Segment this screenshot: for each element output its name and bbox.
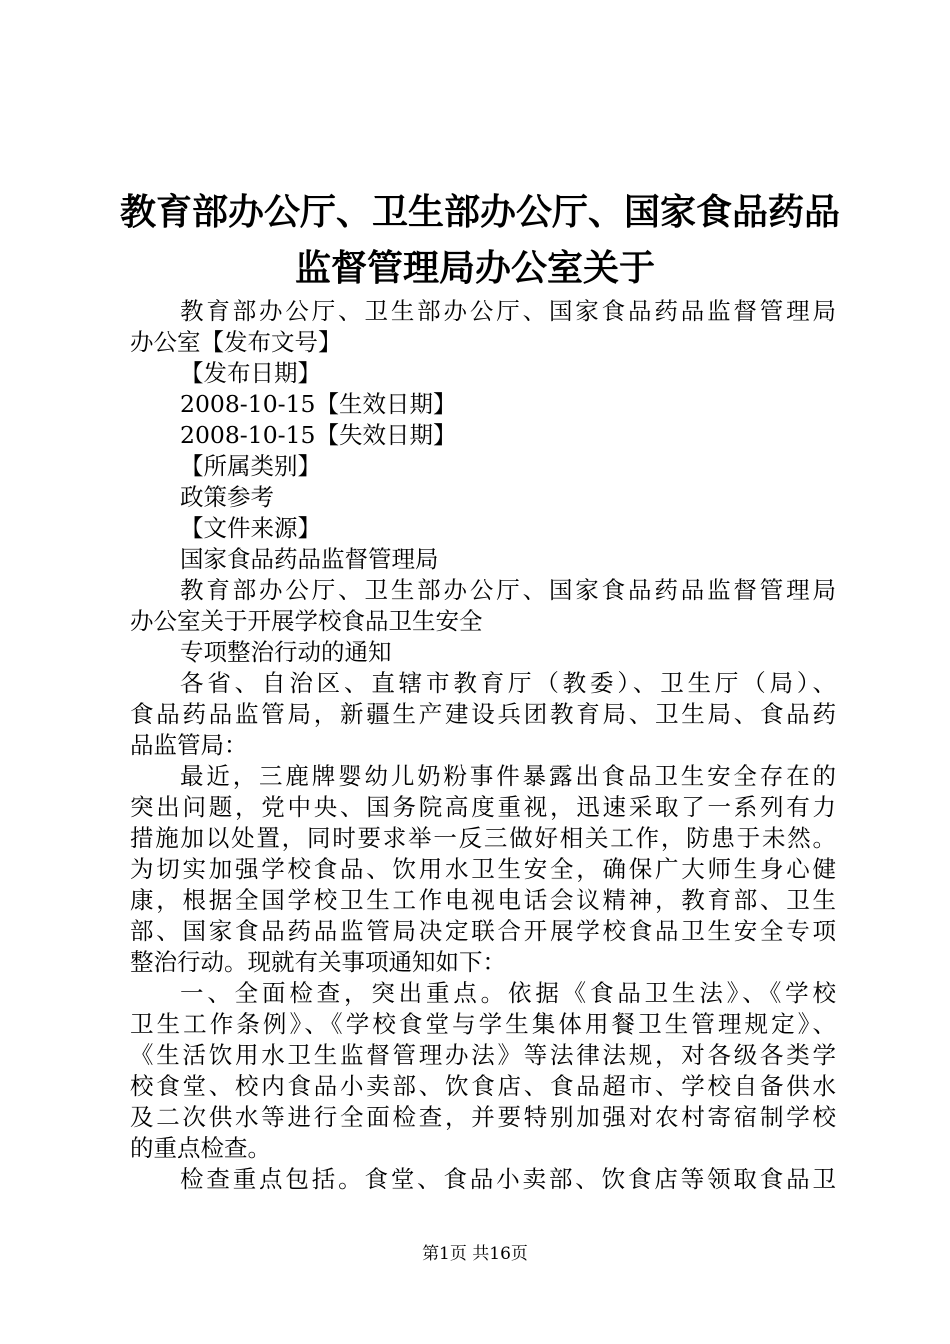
- body-line: 及二次供水等进行全面检查，并要特别加强对农村寄宿制学校: [130, 1103, 836, 1131]
- body-line: 突出问题，党中央、国务院高度重视，迅速采取了一系列有力: [130, 793, 836, 821]
- document-title-line-1: 教育部办公厅、卫生部办公厅、国家食品药品: [120, 191, 841, 233]
- body-line: 品监管局：: [130, 731, 248, 759]
- body-line: 【发布日期】: [180, 359, 321, 387]
- body-line: 为切实加强学校食品、饮用水卫生安全，确保广大师生身心健: [130, 855, 836, 883]
- body-line: 最近，三鹿牌婴幼儿奶粉事件暴露出食品卫生安全存在的: [180, 762, 836, 790]
- body-line: 政策参考: [180, 483, 274, 511]
- body-line: 措施加以处置，同时要求举一反三做好相关工作，防患于未然。: [130, 824, 836, 852]
- body-line: 卫生工作条例》、《学校食堂与学生集体用餐卫生管理规定》、: [130, 1010, 836, 1038]
- body-line: 专项整治行动的通知: [180, 638, 392, 666]
- body-line: 【所属类别】: [180, 452, 321, 480]
- body-line: 教育部办公厅、卫生部办公厅、国家食品药品监督管理局: [180, 297, 836, 325]
- body-line: 的重点检查。: [130, 1134, 271, 1162]
- body-line: 检查重点包括。食堂、食品小卖部、饮食店等领取食品卫: [180, 1165, 836, 1193]
- body-line: 【文件来源】: [180, 514, 321, 542]
- body-line: 办公室【发布文号】: [130, 328, 342, 356]
- body-line: 办公室关于开展学校食品卫生安全: [130, 607, 483, 635]
- body-line: 食品药品监管局，新疆生产建设兵团教育局、卫生局、食品药: [130, 700, 836, 728]
- body-line: 《生活饮用水卫生监督管理办法》等法律法规，对各级各类学: [130, 1041, 836, 1069]
- body-line: 一、全面检查，突出重点。依据《食品卫生法》、《学校: [180, 979, 836, 1007]
- body-line: 部、国家食品药品监管局决定联合开展学校食品卫生安全专项: [130, 917, 836, 945]
- document-title-line-2: 监督管理局办公室关于: [294, 247, 655, 289]
- body-line: 国家食品药品监督管理局: [180, 545, 439, 573]
- body-line: 2008-10-15【失效日期】: [180, 421, 457, 449]
- body-line: 校食堂、校内食品小卖部、饮食店、食品超市、学校自备供水: [130, 1072, 836, 1100]
- document-body: [130, 296, 836, 1195]
- body-line: 各省、自治区、直辖市教育厅（教委）、卫生厅（局）、: [180, 669, 836, 697]
- body-line: 教育部办公厅、卫生部办公厅、国家食品药品监督管理局: [180, 576, 836, 604]
- body-line: 2008-10-15【生效日期】: [180, 390, 457, 418]
- body-line: 康，根据全国学校卫生工作电视电话会议精神，教育部、卫生: [130, 886, 836, 914]
- body-line: 整治行动。现就有关事项通知如下：: [130, 948, 506, 976]
- page-number-footer: 第1页 共16页: [422, 1244, 528, 1264]
